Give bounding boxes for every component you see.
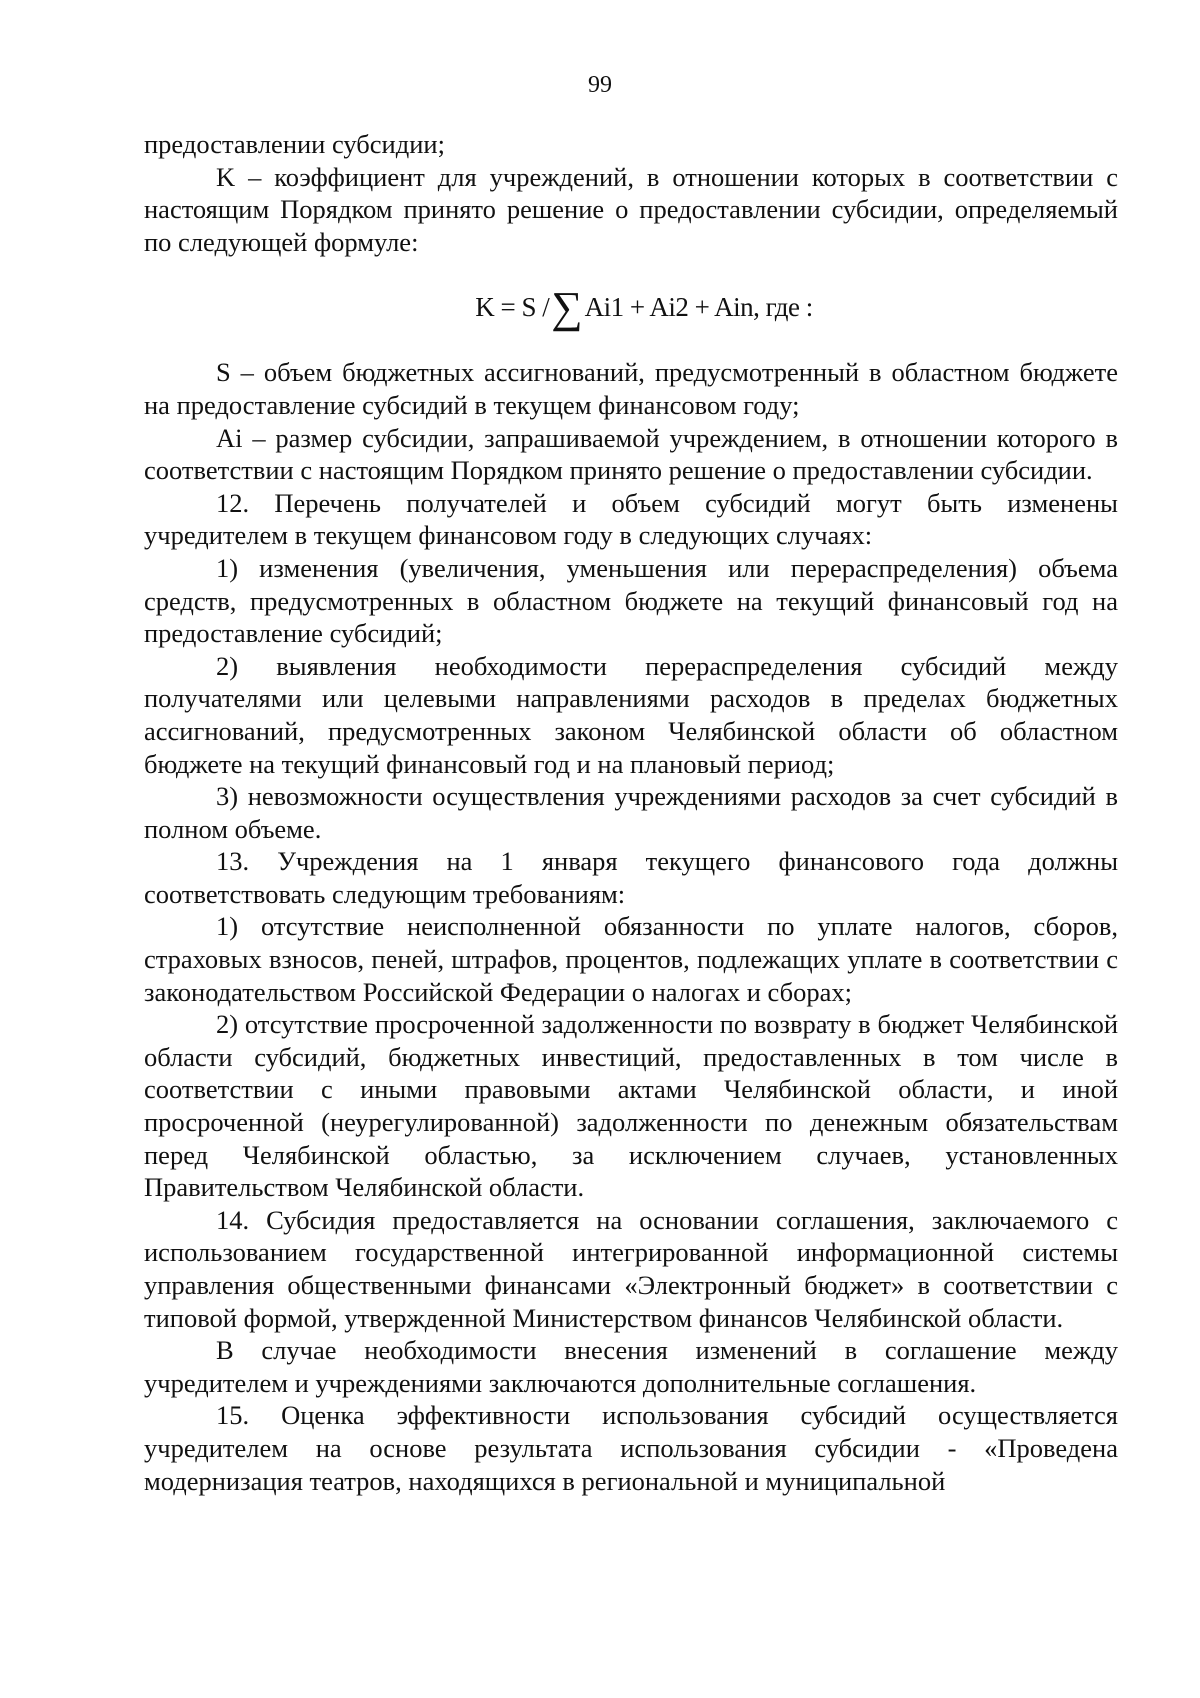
paragraph: В случае необходимости внесения изменений в соглашение между учредителем и учреждениями заключаются дополнительные соглашения.: [144, 1335, 1118, 1398]
paragraph: 2) отсутствие просроченной задолженности по возврату в бюджет Челябинской области субсидий, бюджетных инвестиций, предоставленных в том числе в соответствии с иными правовыми актами Челябинской области, и иной просроченной (неурегулированной) задолженности по денежным обязательствам перед Челябинской областью, за исключением случаев, установленных Правительством Челябинской области.: [144, 1009, 1118, 1203]
text-before-formula: [144, 128, 1118, 258]
text-after-formula: [144, 356, 1118, 1497]
sum-symbol: ∑: [551, 283, 583, 333]
paragraph: 15. Оценка эффективности использования субсидий осуществляется учредителем на основе результата использования субсидии - «Проведена модернизация театров, находящихся в региональной и муниципальной: [144, 1400, 1118, 1496]
formula-left: K = S /: [475, 292, 550, 323]
paragraph: 2) выявления необходимости перераспределения субсидий между получателями или целевыми направлениями расходов в пределах бюджетных ассигнований, предусмотренных законом Челябинской области об областном бюджете на текущий финансовый год и на плановый период;: [144, 650, 1118, 779]
paragraph: 12. Перечень получателей и объем субсидий могут быть изменены учредителем в текущем финансовом году в следующих случаях:: [144, 487, 1118, 551]
paragraph: S – объем бюджетных ассигнований, предусмотренный в областном бюджете на предоставление субсидий в текущем финансовом году;: [144, 357, 1118, 420]
formula-k: [144, 264, 1118, 340]
paragraph: 3) невозможности осуществления учреждениями расходов за счет субсидий в полном объеме.: [144, 781, 1118, 844]
formula-right: Ai1 + Ai2 + Ain, где :: [584, 292, 813, 323]
paragraph: Ai – размер субсидии, запрашиваемой учреждением, в отношении которого в соответствии с настоящим Порядком принято решение о предоставлении субсидии.: [144, 422, 1118, 486]
paragraph: 14. Субсидия предоставляется на основании соглашения, заключаемого с использованием государственной интегрированной информационной системы управления общественными финансами «Электронный бюджет» в соответствии с типовой формой, утвержденной Министерством финансов Челябинской области.: [144, 1204, 1118, 1333]
paragraph: 13. Учреждения на 1 января текущего финансового года должны соответствовать следующим требованиям:: [144, 846, 1118, 909]
paragraph: K – коэффициент для учреждений, в отношении которых в соответствии с настоящим Порядком принято решение о предоставлении субсидии, определяемый по следующей формуле:: [144, 161, 1118, 257]
paragraph: 1) отсутствие неисполненной обязанности по уплате налогов, сборов, страховых взносов, пеней, штрафов, процентов, подлежащих уплате в соответствии с законодательством Российской Федерации о налогах и сборах;: [144, 911, 1118, 1007]
paragraph: предоставлении субсидии;: [144, 129, 445, 159]
document-body: [144, 128, 1118, 1497]
page-number: 99: [588, 72, 612, 98]
paragraph: 1) изменения (увеличения, уменьшения или перераспределения) объема средств, предусмотренных в областном бюджете на текущий финансовый год на предоставление субсидий;: [144, 552, 1118, 649]
